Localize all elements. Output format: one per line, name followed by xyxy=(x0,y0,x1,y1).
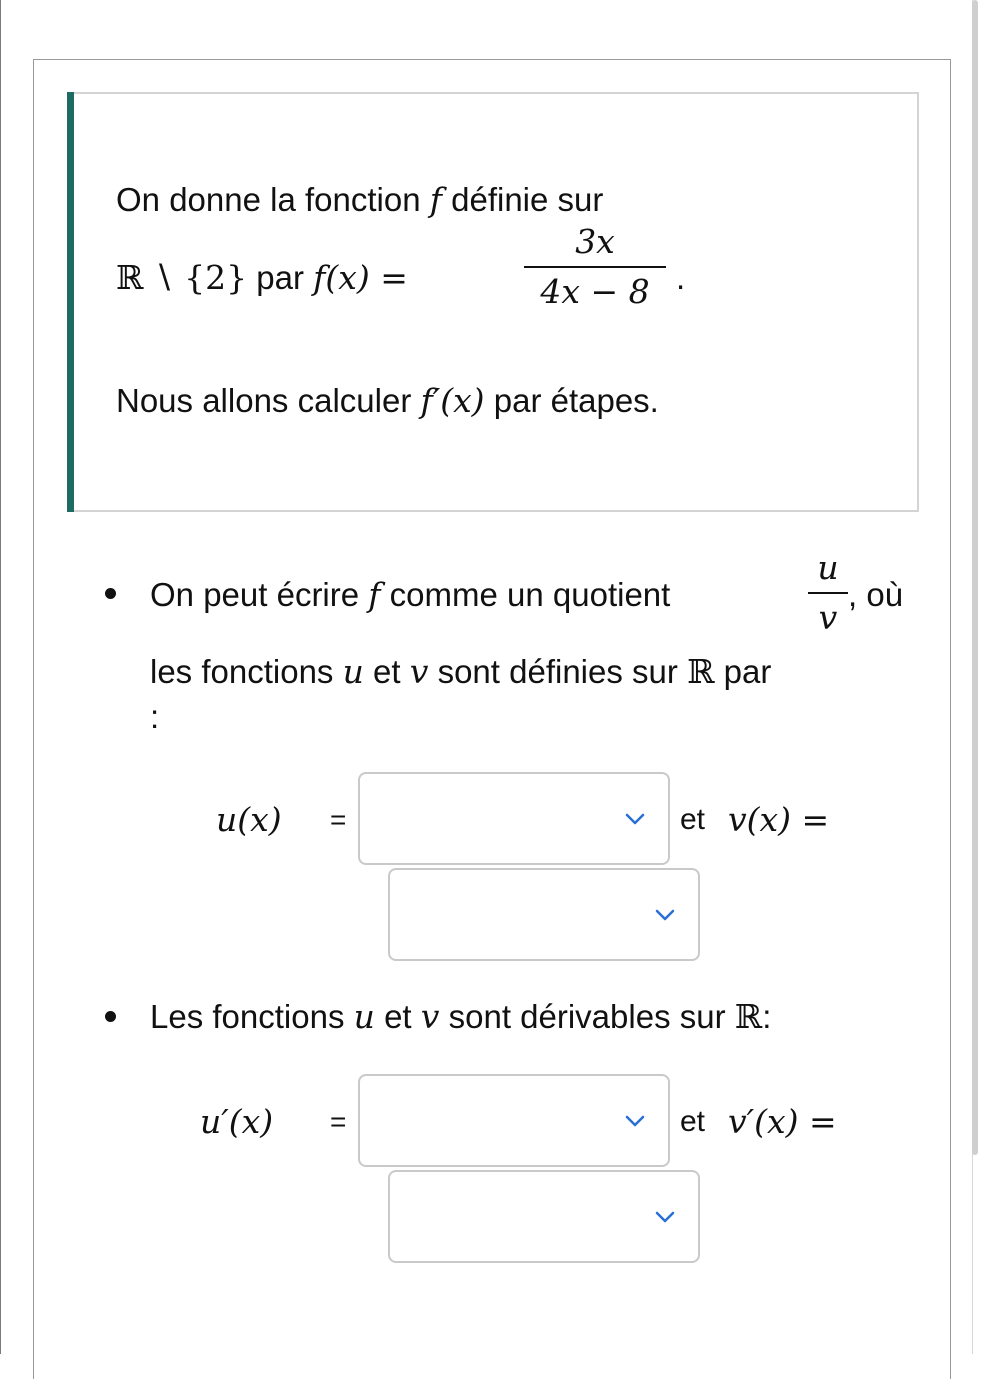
chevron-down-icon xyxy=(624,812,646,826)
bullet1-colon: : xyxy=(150,698,160,735)
v-symbol: v xyxy=(420,997,440,1036)
fraction-u-over-v xyxy=(808,548,848,638)
bullet-text: et xyxy=(373,653,401,690)
intro-text: On donne la fonction xyxy=(116,181,421,218)
real-set-symbol: ℝ xyxy=(687,652,715,691)
fraction-numerator: 3x xyxy=(575,222,615,261)
fprime-label: f′(x) xyxy=(420,381,485,420)
uprime-dropdown[interactable] xyxy=(358,1074,670,1167)
fraction-numerator: u xyxy=(817,548,839,587)
bullet-text: comme un quotient xyxy=(389,576,671,613)
intro-callout xyxy=(67,92,919,512)
uprime-label: u′(x) xyxy=(200,1102,274,1141)
f-symbol: f xyxy=(368,575,381,614)
real-set-symbol: ℝ xyxy=(734,997,763,1036)
u-symbol: u xyxy=(353,997,375,1036)
bullet1-line-1 xyxy=(150,575,670,615)
window-left-edge xyxy=(0,0,1,1354)
bullet-text: On peut écrire xyxy=(150,576,360,613)
chevron-down-icon xyxy=(654,1210,676,1224)
intro-text: Nous allons calculer xyxy=(116,382,412,419)
intro-line-1 xyxy=(116,180,603,220)
vprime-label: v′(x) = xyxy=(728,1102,837,1141)
fraction-bar xyxy=(524,266,666,268)
bullet-text: et xyxy=(384,998,412,1035)
bullet-dot xyxy=(105,588,116,599)
callout-accent-bar xyxy=(67,92,74,512)
u-dropdown[interactable] xyxy=(358,772,670,865)
fraction-denominator: 4x − 8 xyxy=(540,272,650,311)
chevron-down-icon xyxy=(624,1114,646,1128)
bullet-text: sont définies sur xyxy=(437,653,678,690)
bullet-text: les fonctions xyxy=(150,653,334,690)
equals-sign: = xyxy=(330,804,347,835)
bullet1-ou: , où xyxy=(848,576,904,613)
ux-label: u(x) xyxy=(216,800,282,839)
bullet2-line-1 xyxy=(150,997,771,1037)
bullet-dot xyxy=(105,1011,116,1022)
fraction-3x-over-4x-8 xyxy=(524,222,666,312)
vx-label: v(x) = xyxy=(728,800,830,839)
et-text: et xyxy=(680,1105,706,1138)
v-dropdown[interactable] xyxy=(388,868,700,961)
bullet-text: sont dérivables sur xyxy=(448,998,726,1035)
equals-sign: = xyxy=(330,1106,347,1137)
intro-text: définie sur xyxy=(451,181,604,218)
scrollbar-thumb[interactable] xyxy=(972,0,978,1155)
domain-exclusion: ∖ {2} xyxy=(152,258,248,297)
real-set-symbol: ℝ xyxy=(116,258,144,297)
par-text: par xyxy=(256,259,304,296)
bullet-text: Les fonctions xyxy=(150,998,345,1035)
intro-text: par étapes. xyxy=(493,382,659,419)
bullet-colon: : xyxy=(762,998,772,1035)
intro-line-2 xyxy=(116,258,408,298)
fraction-bar xyxy=(808,592,848,594)
et-text: et xyxy=(680,803,706,836)
fx-label: f(x) = xyxy=(313,258,408,297)
bullet1-line-2 xyxy=(150,652,771,692)
u-symbol: u xyxy=(342,652,364,691)
bullet-text: par xyxy=(723,653,772,690)
f-symbol: f xyxy=(429,180,442,219)
intro-period: . xyxy=(676,259,686,296)
fraction-denominator: v xyxy=(818,598,838,637)
vprime-dropdown[interactable] xyxy=(388,1170,700,1263)
intro-line-3 xyxy=(116,381,659,421)
v-symbol: v xyxy=(409,652,429,691)
chevron-down-icon xyxy=(654,908,676,922)
